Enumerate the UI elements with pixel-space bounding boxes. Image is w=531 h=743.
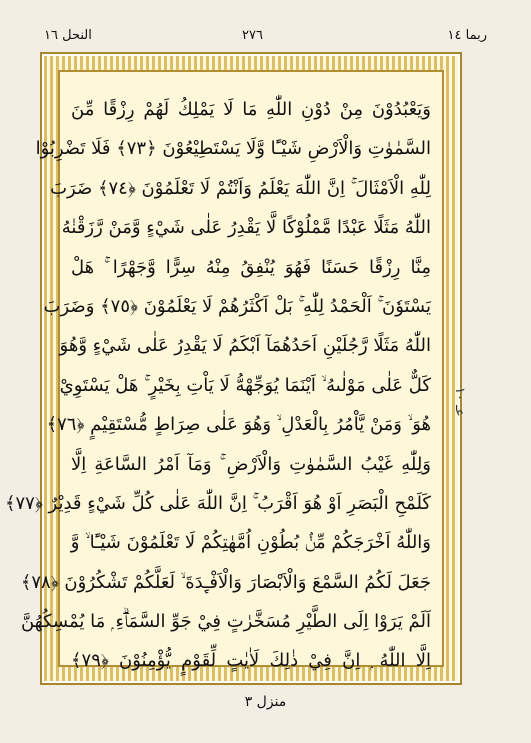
ornamental-frame xyxy=(4,52,462,685)
text-line: لِلّٰهِ الْاَمْثَالَ ۚ اِنَّ اللّٰهَ يَعْلَمُ وَاَنْتُمْ لَا تَعْلَمُوْنَ ﴿٧٤﴾ ضَرَبَ xyxy=(50,177,431,199)
text-line: مِنَّا رِزْقًا حَسَنًا فَهُوَ يُنْفِقُ مِنْهُ سِرًّا وَّجَهْرًا ۚ هَلْ xyxy=(71,256,431,278)
manzil-footer: منزل ٣ xyxy=(244,694,287,710)
text-line: اَلَمْ يَرَوْا اِلَى الطَّيْرِ مُسَخَّرٰتٍ فِيْ جَوِّ السَّمَاۗءِ ۭ مَا يُمْسِكُهُنَّ xyxy=(20,611,431,633)
text-line: هُوَ ۙ وَمَنْ يَّاْمُرُ بِالْعَدْلِ ۙ وَهُوَ عَلٰى صِرَاطٍ مُّسْتَقِيْمٍ ﴿٧٦﴾ xyxy=(46,414,431,436)
text-panel xyxy=(4,70,444,672)
text-line: كَلَمْحِ الْبَصَرِ اَوْ هُوَ اَقْرَبُ ۚ اِنَّ اللّٰهَ عَلٰى كُلِّ شَيْءٍ قَدِيْرٌ ﴿٧٧﴾ xyxy=(4,492,431,514)
text-line: اِلَّا اللّٰهُ ۭ اِنَّ فِيْ ذٰلِكَ لَاٰيٰتٍ لِّقَوْمٍ يُّؤْمِنُوْنَ ﴿٧٩﴾ xyxy=(71,650,431,672)
text-line: وَلِلّٰهِ غَيْبُ السَّمٰوٰتِ وَالْاَرْضِ ۚ وَمَآ اَمْرُ السَّاعَةِ اِلَّا xyxy=(71,453,431,475)
surah-name: النحل ١٦ xyxy=(44,28,92,43)
text-line: يَسْتَوٗنَ ۚ اَلْحَمْدُ لِلّٰهِ ۚ بَلْ اَكْثَرُهُمْ لَا يَعْلَمُوْنَ ﴿٧٥﴾ وَضَرَبَ xyxy=(43,295,431,317)
page-header xyxy=(0,28,531,50)
juz-name: ربما ١٤ xyxy=(447,28,487,43)
text-line: جَعَلَ لَكُمُ السَّمْعَ وَالْاَبْصَارَ وَالْاَفْـِٕدَةَ ۙ لَعَلَّكُمْ تَشْكُرُوْنَ ﴿٧٨﴾ xyxy=(20,571,431,593)
page-number: ٢٧٦ xyxy=(242,28,263,43)
text-line: اللّٰهُ مَثَلًا رَّجُلَيْنِ اَحَدُهُمَآ اَبْكَمُ لَا يَقْدِرُ عَلٰى شَيْءٍ وَّهُوَ xyxy=(59,335,431,357)
text-line: كَلٌّ عَلٰى مَوْلٰىهُ ۙ اَيْنَمَا يُوَجِّهْهُّ لَا يَاْتِ بِخَيْرٍ ۚ هَلْ يَسْتَوِيْ xyxy=(59,374,431,396)
text-line: اللّٰهُ مَثَلًا عَبْدًا مَّمْلُوْكًا لَّا يَقْدِرُ عَلٰى شَيْءٍ وَّمَنْ رَّزَقْنٰهُ xyxy=(61,217,431,239)
text-line: السَّمٰوٰتِ وَالْاَرْضِ شَيْـًٔا وَّلَا يَسْتَطِيْعُوْنَ ﴿٧٣﴾ فَلَا تَضْرِبُوْا xyxy=(35,138,431,160)
margin-note: عـ ١٠ xyxy=(452,387,467,417)
text-line: وَاللّٰهُ اَخْرَجَكُمْ مِّنْۢ بُطُوْنِ اُمَّهٰتِكُمْ لَا تَعْلَمُوْنَ شَيْـًٔا ۙ وَّ xyxy=(70,532,431,554)
verse-text xyxy=(4,90,431,672)
text-line: وَيَعْبُدُوْنَ مِنْ دُوْنِ اللّٰهِ مَا لَا يَمْلِكُ لَهُمْ رِزْقًا مِّنَ xyxy=(71,99,431,120)
